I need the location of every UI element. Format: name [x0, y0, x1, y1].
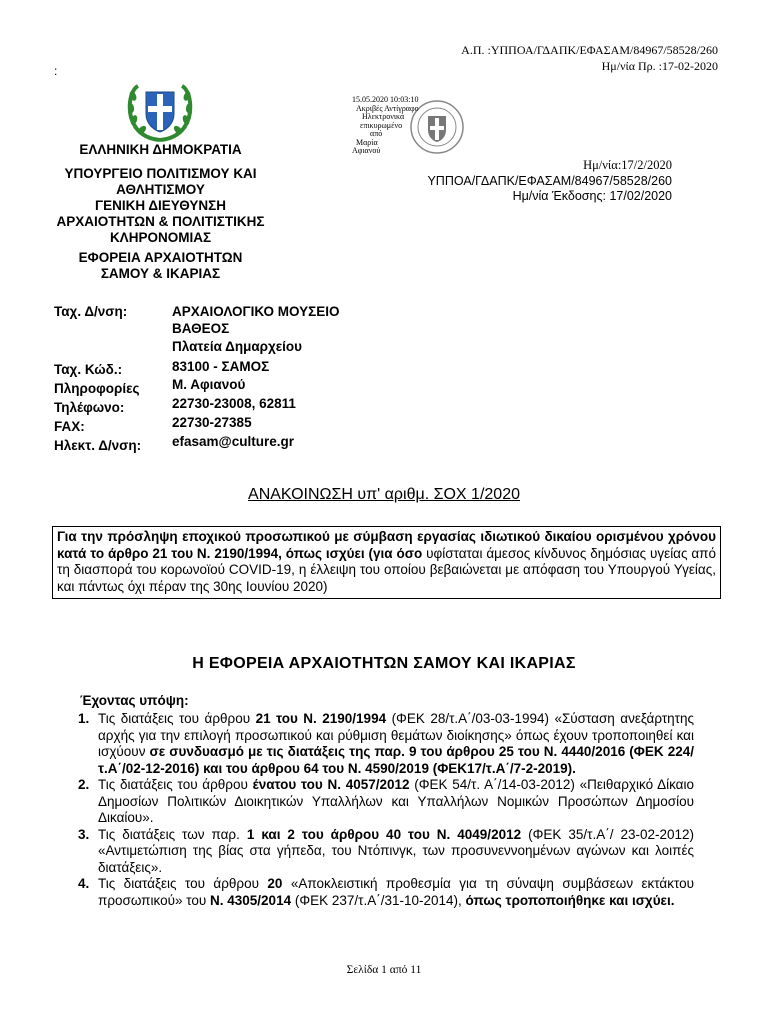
address-value: ΒΑΘΕΟΣ: [172, 321, 230, 336]
greek-republic-emblem-icon: [124, 82, 196, 144]
issue-date: Ημ/νία Έκδοσης: 17/02/2020: [512, 189, 672, 203]
item-bold-text: όπως τροποποιήθηκε και ισχύει.: [465, 892, 675, 908]
stamp-line: Αφιανού: [352, 146, 381, 155]
document-date: Ημ/νία:17/2/2020: [583, 158, 672, 172]
email-value: efasam@culture.gr: [172, 434, 294, 449]
address-label: Ταχ. Δ/νση:: [54, 304, 128, 319]
item-bold-text: σε συνδυασμό με τις διατάξεις της παρ. 9 του άρθρου 25 του Ν. 4440/2016 (ΦΕΚ 224/τ.Α΄/02-12-2016) και του άρθρου 64 του Ν. 4590/2019 (ΦΕΚ17/τ.Α΄/7-2-2019).: [98, 744, 694, 776]
item-text: (ΦΕΚ 54/τ. Α΄/14-03-2012) «Πειθαρχικό Δίκαιο Δημοσίων Πολιτικών Διοικητικών Υπαλλήλων και Υπαλλήλων Νομικών Προσώπων Δημοσίου Δικαίου».: [98, 777, 694, 825]
info-value: Μ. Αφιανού: [172, 377, 246, 392]
stamp-line: Ακριβές Αντίγραφο: [356, 103, 419, 113]
stamp-line: Μαρία: [356, 137, 378, 147]
considerations-list: [78, 711, 694, 909]
item-text: «Αποκλειστική προθεσμία για τη σύναψη συμβάσεων εκτάκτου προσωπικού» του: [98, 876, 695, 908]
info-label: Πληροφορίες: [54, 381, 140, 396]
header-ephoreia-1: ΕΦΟΡΕΙΑ ΑΡΧΑΙΟΤΗΤΩΝ: [78, 250, 243, 265]
protocol-number: Α.Π. :ΥΠΠΟΑ/ΓΔΑΠΚ/ΕΦΑΣΑΜ/84967/58528/260: [461, 43, 718, 57]
stamp-line: επικυρωμένο: [360, 120, 403, 130]
subject-bold-text: Για την πρόσληψη εποχικού προσωπικού με σύμβαση εργασίας ιδιωτικού δικαίου ορισμένου χρόνου κατά το άρθρο 21 του Ν. 2190/1994, όπως ισχύει (για όσο: [57, 529, 716, 561]
list-item: [78, 711, 694, 777]
item-number: 4.: [78, 876, 90, 891]
header-directorate-3: ΚΛΗΡΟΝΟΜΙΑΣ: [109, 230, 212, 245]
ephoreia-heading: Η ΕΦΟΡΕΙΑ ΑΡΧΑΙΟΤΗΤΩΝ ΣΑΜΟΥ ΚΑΙ ΙΚΑΡΙΑΣ: [192, 655, 576, 672]
subject-text: υφίσταται άμεσος κίνδυνος δημόσιας υγείας από τη διασπορά του κορωνοϊού COVID-19, η έλλειψη του οποίου βεβαιώνεται με απόφαση του Υπουργού Υγείας, και πάντως όχι πέραν της 30ης Ιουνίου 2020): [57, 545, 717, 594]
email-label: Ηλεκτ. Δ/νση:: [54, 438, 142, 453]
item-number: 3.: [78, 826, 90, 842]
item-text: Τις διατάξεις του άρθρου: [98, 876, 268, 891]
list-item: [78, 777, 694, 827]
protocol-reference: [461, 42, 718, 74]
stamp-line: από: [370, 129, 383, 138]
fax-value: 22730-27385: [172, 415, 252, 430]
item-text: Τις διατάξεις του άρθρου: [98, 711, 256, 726]
item-bold-text: 1 και 2 του άρθρου 40 του Ν. 4049/2012: [246, 826, 522, 842]
header-ephoreia-2: ΣΑΜΟΥ & ΙΚΑΡΙΑΣ: [100, 266, 221, 281]
item-text: (ΦΕΚ 28/τ.Α΄/03-03-1994) «Σύσταση ανεξάρτητης αρχής για την επιλογή προσωπικού και ρύθμιση θεμάτων διοίκησης» όπως έχουν τροποποιηθεί και ισχύουν: [98, 711, 695, 759]
considering-label: Έχοντας υπόψη:: [80, 693, 189, 708]
address-value: ΑΡΧΑΙΟΛΟΓΙΚΟ ΜΟΥΣΕΙΟ: [172, 304, 340, 319]
item-bold-text: 20: [267, 876, 283, 891]
issuer-header: [52, 142, 269, 282]
header-ministry-2: ΑΘΛΗΤΙΣΜΟΥ: [116, 182, 205, 197]
address-value: Πλατεία Δημαρχείου: [172, 339, 303, 354]
item-text: (ΦΕΚ 35/τ.Α΄/ 23-02-2012) «Αντιμετώπιση της βίας στα γήπεδα, του Ντόπινγκ, των προσυνεννοημένων αγώνων και λοιπές διατάξεις».: [98, 826, 694, 875]
item-number: 2.: [78, 777, 90, 792]
header-ministry-1: ΥΠΟΥΡΓΕΙΟ ΠΟΛΙΤΙΣΜΟΥ ΚΑΙ: [64, 166, 257, 181]
postcode-label: Ταχ. Κώδ.:: [54, 362, 123, 377]
corner-mark: :: [54, 64, 58, 78]
phone-label: Τηλέφωνο:: [54, 400, 125, 415]
item-bold-text: 21 του Ν. 2190/1994: [255, 711, 387, 726]
fax-label: FAX:: [54, 419, 85, 434]
announcement-title: ΑΝΑΚΟΙΝΩΣΗ υπ' αριθμ. ΣΟΧ 1/2020: [248, 486, 520, 503]
stamp-datetime: 15.05.2020 10:03:10: [352, 95, 419, 104]
item-text: Τις διατάξεις του άρθρου: [98, 777, 253, 792]
stamp-line: Ηλεκτρονικά: [362, 112, 405, 121]
item-text: (ΦΕΚ 237/τ.Α΄/31-10-2014),: [291, 892, 466, 908]
header-directorate-2: ΑΡΧΑΙΟΤΗΤΩΝ & ΠΟΛΙΤΙΣΤΙΚΗΣ: [56, 214, 265, 229]
item-bold-text: ένατου του Ν. 4057/2012: [252, 777, 410, 792]
item-bold-text: Ν. 4305/2014: [210, 892, 292, 908]
phone-value: 22730-23008, 62811: [172, 396, 296, 411]
list-item: [78, 876, 694, 909]
item-number: 1.: [78, 711, 90, 726]
announcement-subject-box: [52, 526, 721, 599]
document-protocol: ΥΠΠΟΑ/ΓΔΑΠΚ/ΕΦΑΣΑΜ/84967/58528/260: [427, 173, 672, 188]
item-text: Τις διατάξεις των παρ.: [98, 826, 247, 842]
digital-signature-stamp: [352, 96, 472, 158]
protocol-date: Ημ/νία Πρ. :17-02-2020: [601, 59, 718, 73]
header-directorate-1: ΓΕΝΙΚΗ ΔΙΕΥΘΥΝΣΗ: [94, 198, 227, 213]
page-number: Σελίδα 1 από 11: [346, 964, 422, 976]
list-item: [78, 827, 694, 877]
issue-dates: [427, 158, 672, 205]
header-republic: ΕΛΛΗΝΙΚΗ ΔΗΜΟΚΡΑΤΙΑ: [79, 142, 242, 157]
postcode-value: 83100 - ΣΑΜΟΣ: [172, 359, 270, 374]
